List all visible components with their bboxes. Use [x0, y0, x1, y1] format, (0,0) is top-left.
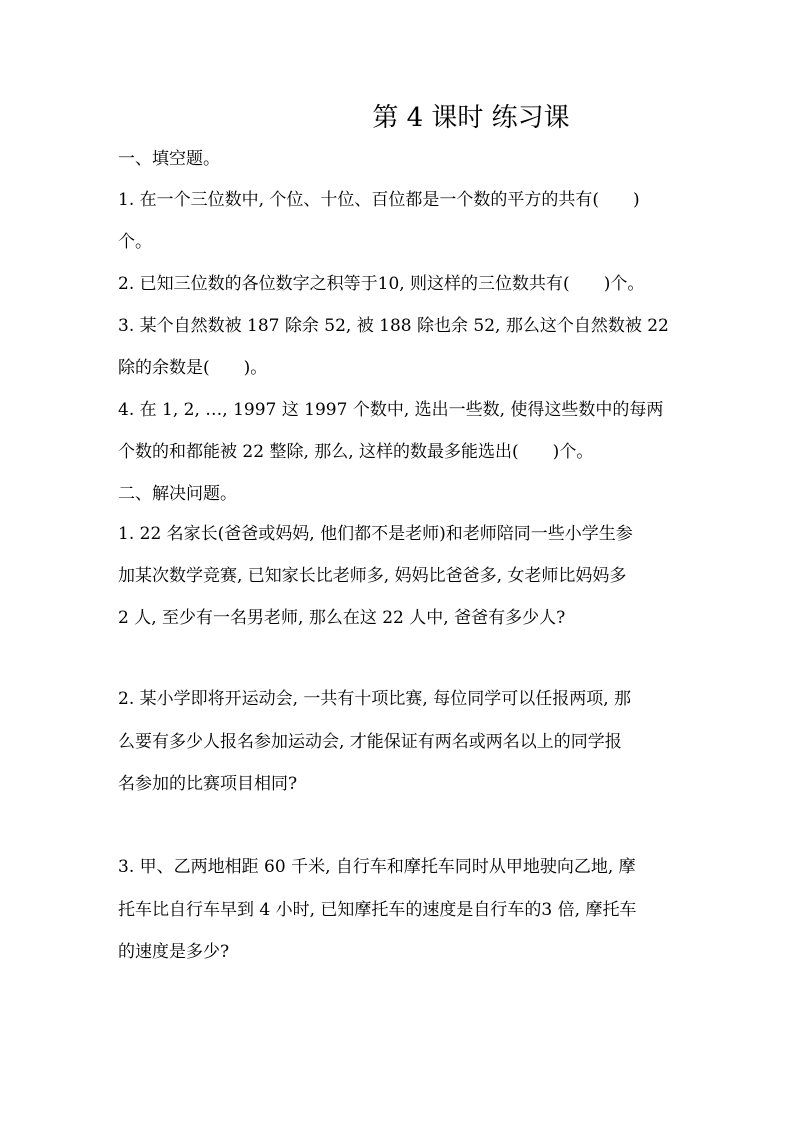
question-text-line: 3. 某个自然数被 187 除余 52, 被 188 除也余 52, 那么这个自然数被 22 — [118, 316, 669, 336]
question-text-line: 的速度是多少? — [118, 942, 230, 962]
question-text-line: 加某次数学竞赛, 已知家长比老师多, 妈妈比爸爸多, 女老师比妈妈多 — [118, 566, 627, 586]
question-text-line: 3. 甲、乙两地相距 60 千米, 自行车和摩托车同时从甲地驶向乙地, 摩 — [118, 857, 636, 877]
question-text-line: 个。 — [118, 232, 152, 252]
question-text-line: 2 人, 至少有一名男老师, 那么在这 22 人中, 爸爸有多少人? — [118, 608, 566, 628]
section-heading-fill-in: 一、填空题。 — [118, 149, 220, 169]
question-text-line: 1. 在一个三位数中, 个位、十位、百位都是一个数的平方的共有( ) — [118, 190, 640, 210]
question-text-line: 2. 已知三位数的各位数字之积等于10, 则这样的三位数共有( )个。 — [118, 274, 645, 294]
question-text-line: 除的余数是( )。 — [118, 358, 268, 378]
question-text-line: 4. 在 1, 2, …, 1997 这 1997 个数中, 选出一些数, 使得这些数中的每两 — [118, 400, 664, 420]
section-heading-problems: 二、解决问题。 — [118, 484, 237, 504]
question-text-line: 么要有多少人报名参加运动会, 才能保证有两名或两名以上的同学报 — [118, 732, 622, 752]
question-text-line: 名参加的比赛项目相同? — [118, 774, 298, 794]
question-text-line: 个数的和都能被 22 整除, 那么, 这样的数最多能选出( )个。 — [118, 442, 594, 462]
question-text-line: 2. 某小学即将开运动会, 一共有十项比赛, 每位同学可以任报两项, 那 — [118, 689, 632, 709]
question-text-line: 托车比自行车早到 4 小时, 已知摩托车的速度是自行车的3 倍, 摩托车 — [118, 900, 637, 920]
question-text-line: 1. 22 名家长(爸爸或妈妈, 他们都不是老师)和老师陪同一些小学生参 — [118, 524, 633, 544]
page-title: 第 4 课时 练习课 — [372, 103, 570, 133]
